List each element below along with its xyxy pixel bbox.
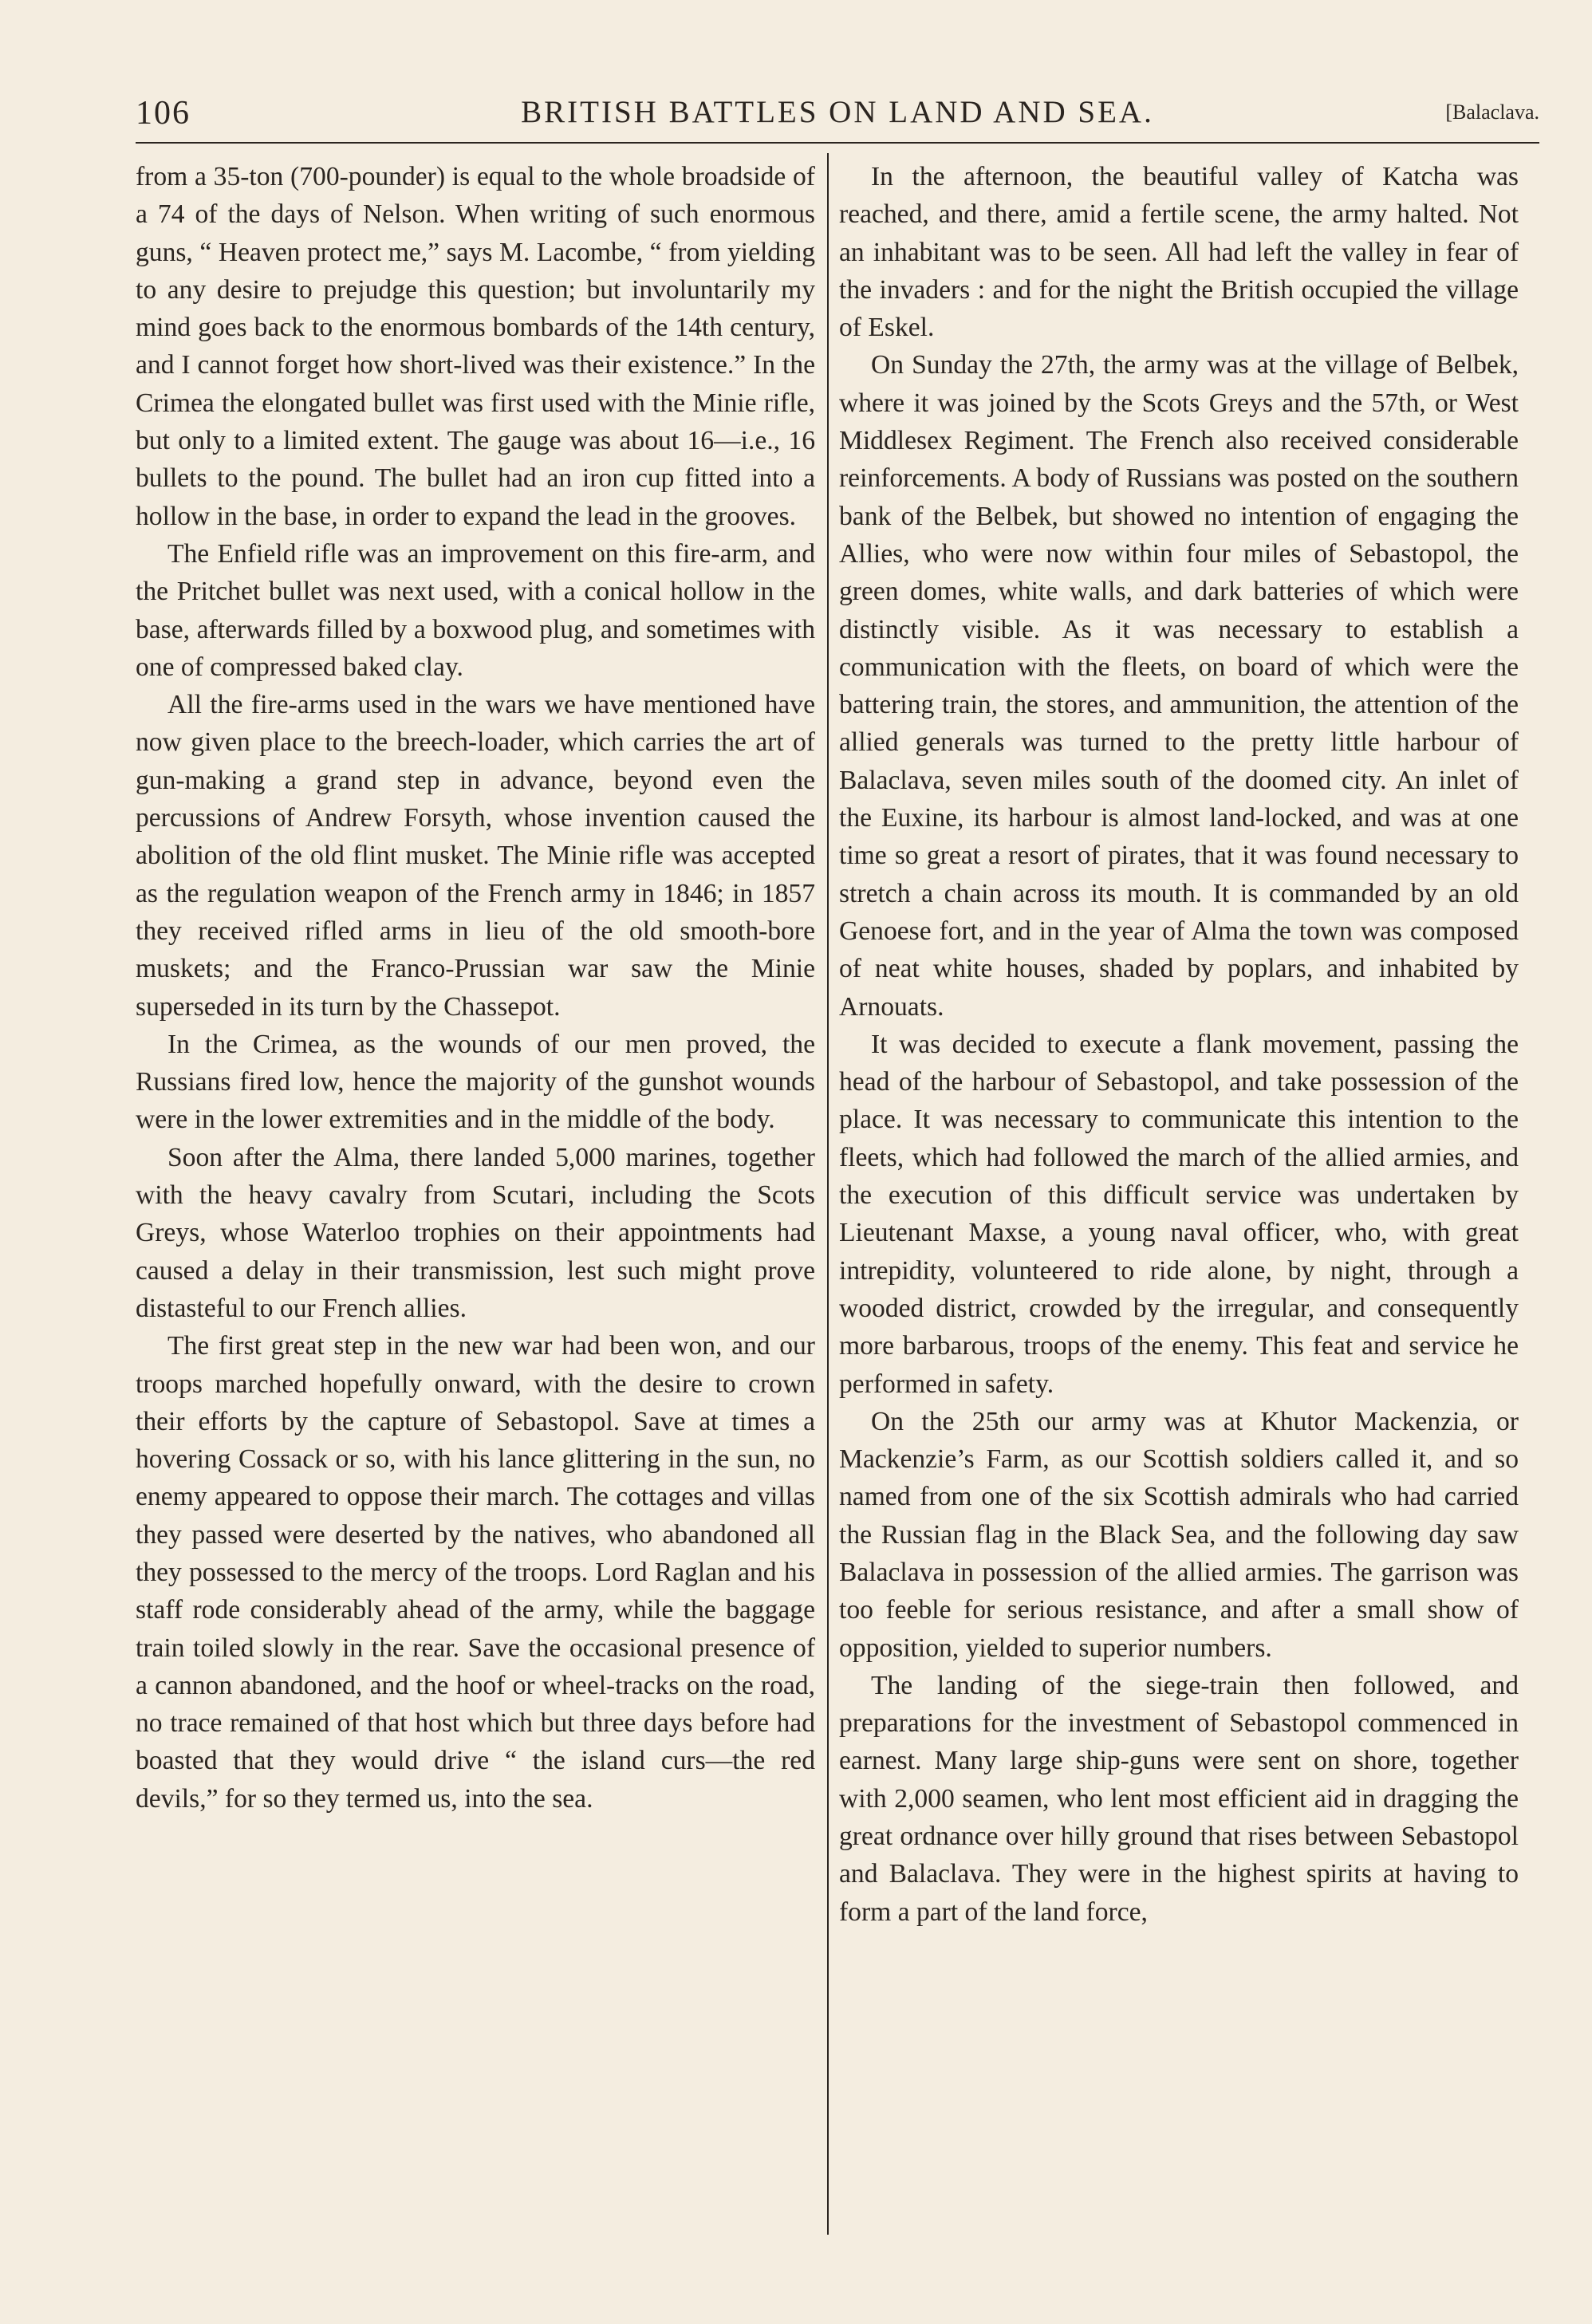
- paragraph: The Enfield rifle was an improvement on this fire-arm, and the Pritchet bullet was next used, with a conical hollow in the base, afterwards filled by a boxwood plug, and sometimes with one of compressed baked clay.: [136, 538, 815, 682]
- paragraph: The first great step in the new war had been won, and our troops marched hopefully onward, with the desire to crown their efforts by the capture of Sebastopol. Save at times a hovering Cossack or so, with his lance glittering in the sun, no enemy appeared to oppose their march. The cottages and villas they passed were deserted by the natives, who abandoned all they possessed to the mercy of the troops. Lord Raglan and his staff rode considerably ahead of the army, while the baggage train toiled slowly in the rear. Save the occasional presence of a cannon abandoned, and the hoof or wheel-tracks on the road, no trace remained of that host which but three days before had boasted that they would drive “ the island curs—the red devils,” for so they termed us, into the sea.: [136, 1331, 815, 1814]
- paragraph: from a 35-ton (700-pounder) is equal to the whole broadside of a 74 of the days of Nelson. When writing of such enormous guns, “ Heaven protect me,” says M. Lacombe, “ from yielding to any desire to prejudge this question; but involuntarily my mind goes back to the enormous bombards of the 14th century, and I cannot forget how short-lived was their existence.” In the Crimea the elongated bullet was first used with the Minie rifle, but only to a limited extent. The gauge was about 16—i.e., 16 bullets to the pound. The bullet had an iron cup fitted into a hollow in the base, in order to expand the lead in the grooves.: [136, 162, 815, 531]
- header-rule: [136, 142, 1539, 144]
- paragraph: On the 25th our army was at Khutor Mackenzia, or Mackenzie’s Farm, as our Scottish soldiers called it, and so named from one of the six Scottish admirals who had carried the Russian flag in the Black Sea, and the following day saw Balaclava in possession of the allied armies. The garrison was too feeble for serious resistance, and after a small show of opposition, yielded to superior numbers.: [839, 1406, 1519, 1663]
- paragraph: In the afternoon, the beautiful valley of Katcha was reached, and there, amid a fertile scene, the army halted. Not an inhabitant was to be seen. All had left the valley in fear of the invaders : and for the night the British occupied the village of Eskel.: [839, 162, 1519, 343]
- paragraph: The landing of the siege-train then followed, and preparations for the investment of Sebastopol commenced in earnest. Many large ship-guns were sent on shore, together with 2,000 seamen, who lent most efficient aid in dragging the great ordnance over hilly ground that rises between Sebastopol and Balaclava. They were in the highest spirits at having to form a part of the land force,: [839, 1670, 1519, 1927]
- paragraph: In the Crimea, as the wounds of our men proved, the Russians fired low, hence the majority of the gunshot wounds were in the lower extremities and in the middle of the body.: [136, 1029, 815, 1135]
- right-column: [839, 158, 1519, 1931]
- paragraph: It was decided to execute a flank movement, passing the head of the harbour of Sebastopol, and take possession of the place. It was necessary to communicate this intention to the fleets, which had followed the march of the allied armies, and the execution of this difficult service was undertaken by Lieutenant Maxse, a young naval officer, who, with great intrepidity, volunteered to ride alone, by night, through a wooded district, crowded by the irregular, and consequently more barbarous, troops of the enemy. This feat and service he performed in safety.: [839, 1029, 1519, 1399]
- page-number: 106: [136, 95, 191, 132]
- column-divider: [827, 153, 829, 2235]
- paragraph: Soon after the Alma, there landed 5,000 marines, together with the heavy cavalry from Scutari, including the Scots Greys, whose Waterloo trophies on their appointments had caused a delay in their transmission, lest such might prove distasteful to our French allies.: [136, 1142, 815, 1323]
- page-header: [136, 94, 1539, 142]
- section-label: [Balaclava.: [1445, 100, 1539, 124]
- running-title: BRITISH BATTLES ON LAND AND SEA.: [521, 95, 1154, 129]
- paragraph: On Sunday the 27th, the army was at the village of Belbek, where it was joined by the Scots Greys and the 57th, or West Middlesex Regiment. The French also received considerable reinforcements. A body of Russians was posted on the southern bank of the Belbek, but showed no intention of engaging the Allies, who were now within four miles of Sebastopol, the green domes, white walls, and dark batteries of which were distinctly visible. As it was necessary to establish a communication with the fleets, on board of which were the battering train, the stores, and ammunition, the attention of the allied generals was turned to the pretty little harbour of Balaclava, seven miles south of the doomed city. An inlet of the Euxine, its harbour is almost land-locked, and was at one time so great a resort of pirates, that it was found necessary to stretch a chain across its mouth. It is commanded by an old Genoese fort, and in the year of Alma the town was composed of neat white houses, shaded by poplars, and inhabited by Arnouats.: [839, 350, 1519, 1022]
- paragraph: All the fire-arms used in the wars we have mentioned have now given place to the breech-loader, which carries the art of gun-making a grand step in advance, beyond even the percussions of Andrew Forsyth, whose invention caused the abolition of the old flint musket. The Minie rifle was accepted as the regulation weapon of the French army in 1846; in 1857 they received rifled arms in lieu of the old smooth-bore muskets; and the Franco-Prussian war saw the Minie superseded in its turn by the Chassepot.: [136, 690, 815, 1022]
- left-column: [136, 158, 815, 1818]
